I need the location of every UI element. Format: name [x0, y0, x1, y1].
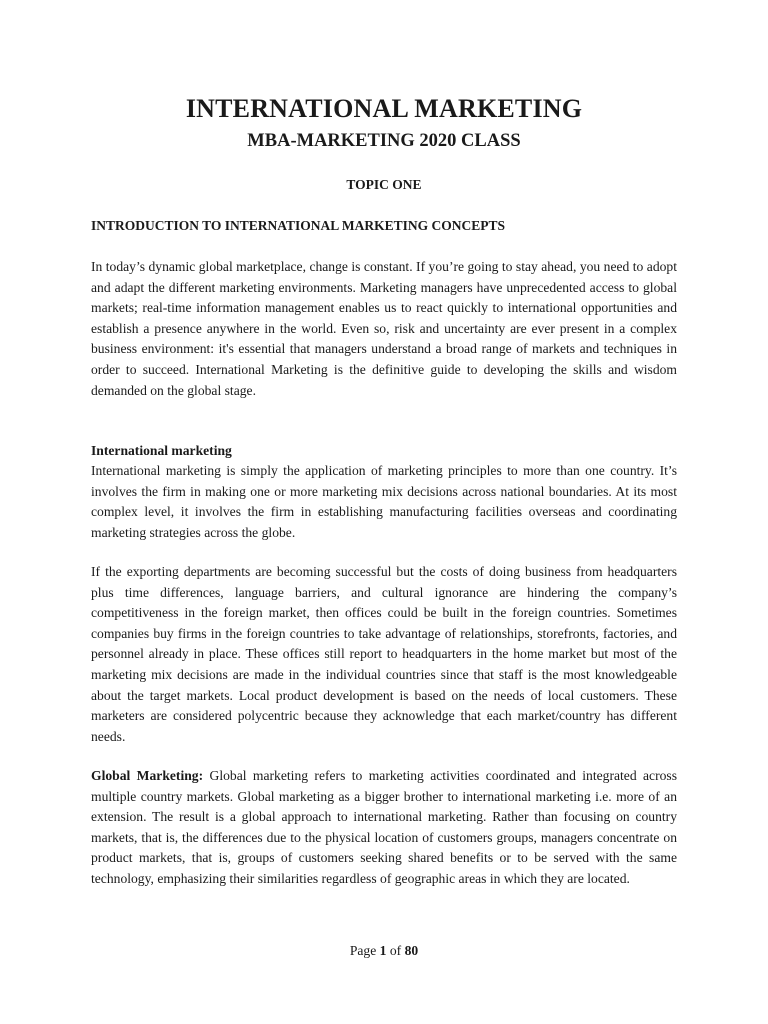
- global-marketing-paragraph: [91, 766, 677, 890]
- topic-label: TOPIC ONE: [346, 177, 422, 192]
- current-page-number: 1: [379, 943, 387, 958]
- document-title: INTERNATIONAL MARKETING: [185, 94, 583, 123]
- section-heading: INTRODUCTION TO INTERNATIONAL MARKETING CONCEPTS: [91, 218, 506, 233]
- page-footer: [91, 941, 677, 961]
- global-marketing-text: Global marketing refers to marketing activities coordinated and integrated across multiple country markets. Global marketing as a bigger brother to international marketing i.e. more of an extension. The result is a global approach to international marketing. Rather than focusing on country markets, that is, the differences due to the physical location of customers groups, managers concentrate on product markets, that is, groups of customers seeking shared benefits or to be served with the same technology, emphasizing their similarities regardless of geographic areas in which they are located.: [91, 768, 677, 886]
- exporting-paragraph: If the exporting departments are becoming successful but the costs of doing business from headquarters plus time differences, language barriers, and cultural ignorance are hindering the company’s competitiveness in the foreign market, then offices could be built in the foreign countries. Sometimes companies buy firms in the foreign countries to take advantage of relationships, storefronts, factories, and personnel already in place. These offices still report to headquarters in the home market but most of the marketing mix decisions are made in the individual countries since that staff is the most knowledgeable about the target markets. Local product development is based on the needs of local customers. These marketers are considered polycentric because they acknowledge that each market/country has different needs.: [91, 564, 677, 744]
- international-marketing-heading: International marketing: [91, 443, 232, 458]
- international-marketing-paragraph: International marketing is simply the application of marketing principles to more than one country. It’s involves the firm in making one or more marketing mix decisions across national boundaries. At its most complex level, it involves the firm in establishing manufacturing facilities overseas and coordinating marketing strategies across the globe.: [91, 463, 677, 540]
- of-label: of: [389, 943, 402, 958]
- page-label: Page: [349, 943, 377, 958]
- total-pages-number: 80: [404, 943, 419, 958]
- document-page: [91, 0, 677, 1024]
- intro-paragraph: In today’s dynamic global marketplace, change is constant. If you’re going to stay ahead, you need to adopt and adapt the different marketing environments. Marketing managers have unprecedented access to global markets; real-time information management enables us to react quickly to international opportunities and establish a presence anywhere in the world. Even so, risk and uncertainty are ever present in a complex business environment: it's essential that managers understand a broad range of markets and techniques in order to succeed. International Marketing is the definitive guide to developing the skills and wisdom demanded on the global stage.: [91, 259, 677, 398]
- global-marketing-label: Global Marketing:: [91, 768, 204, 783]
- document-subtitle: MBA-MARKETING 2020 CLASS: [247, 131, 521, 151]
